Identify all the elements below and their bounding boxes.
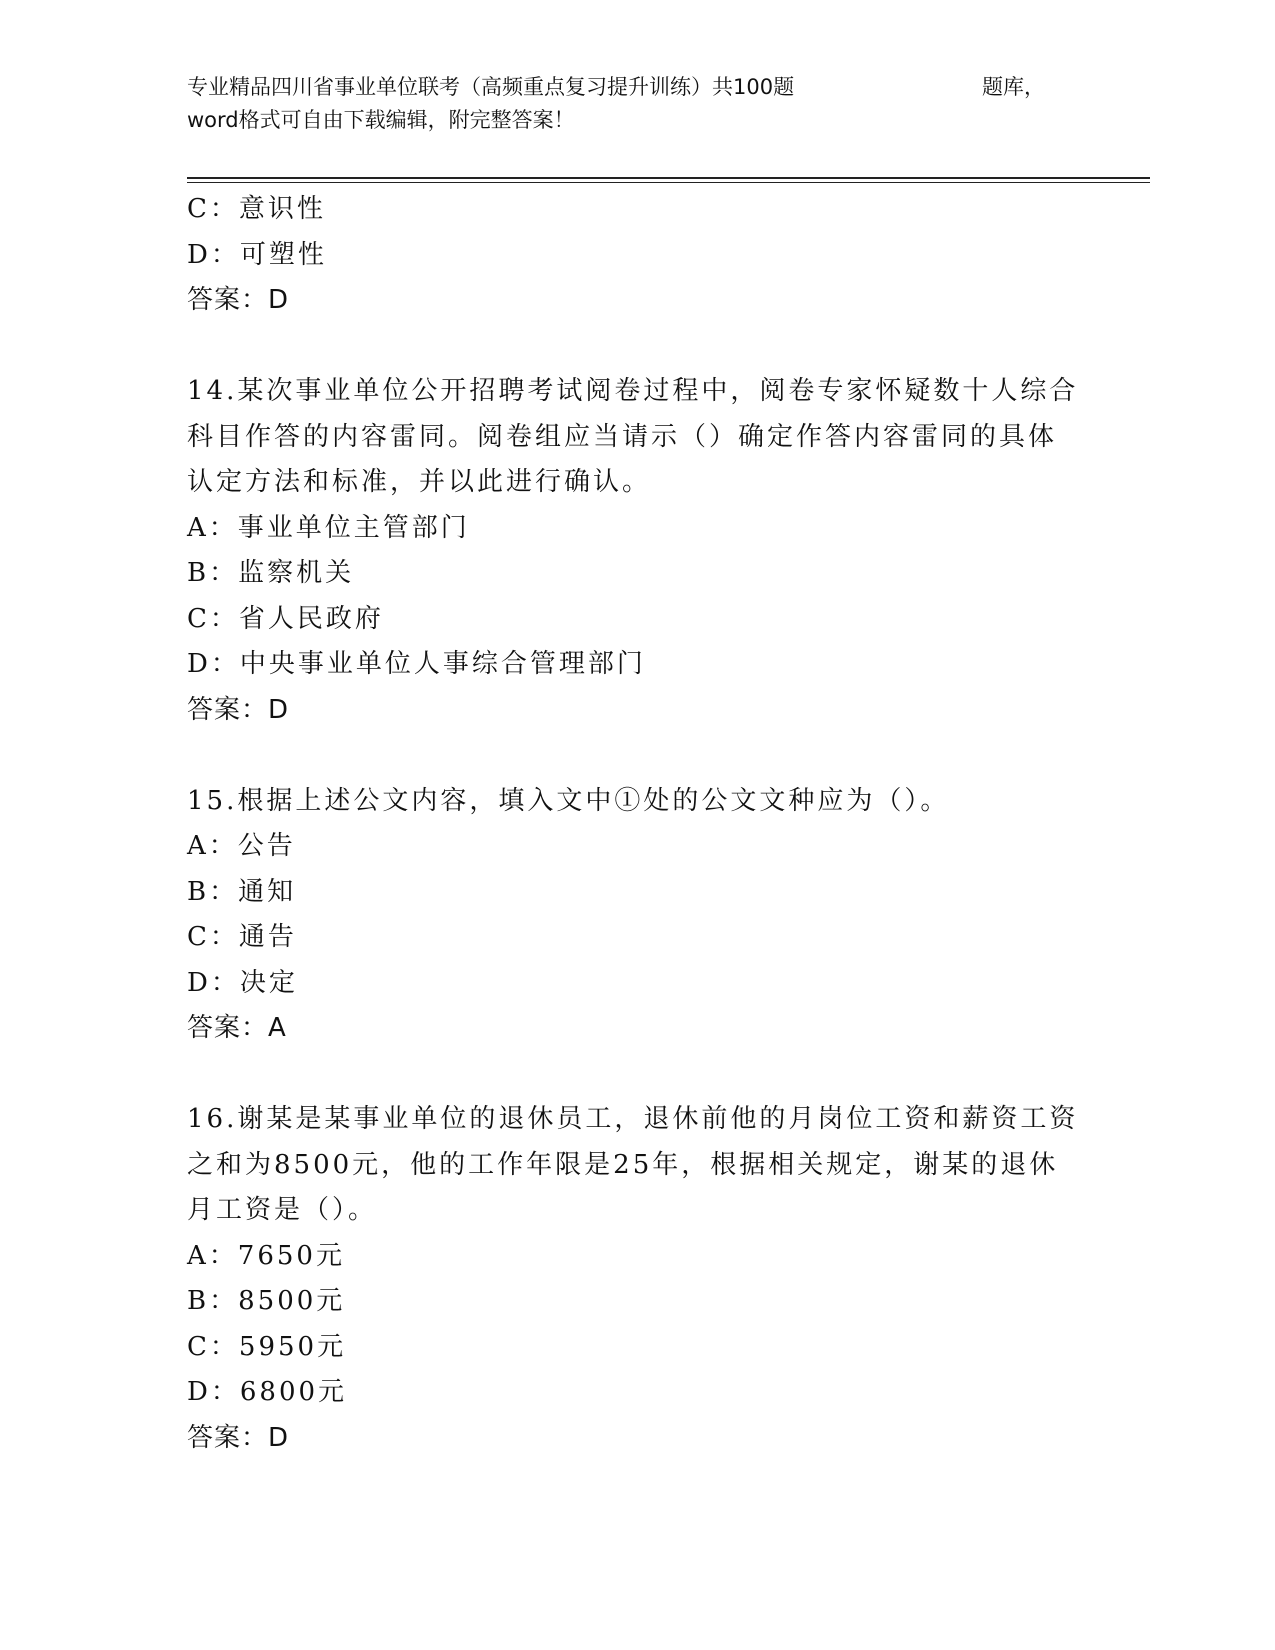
option-c [187, 1325, 1087, 1371]
option-text: 公告 [237, 831, 296, 861]
header-divider-thick [187, 177, 1150, 179]
header-subtitle: word格式可自由下载编辑，附完整答案！ [187, 108, 575, 132]
answer-line: 答案：A [187, 1013, 287, 1043]
option-c [187, 187, 1087, 233]
option-letter: C： [187, 1331, 239, 1362]
option-a [187, 824, 1087, 870]
option-letter: D： [187, 649, 240, 679]
option-a [187, 1234, 1087, 1280]
header-title-suffix: 题库， [982, 75, 1045, 99]
option-text: 通知 [238, 876, 297, 907]
answer-line: 答案：D [187, 285, 290, 315]
option-text: 7650元 [237, 1240, 345, 1271]
question-stem-line: 月工资是（）。 [187, 1195, 378, 1225]
spacer [187, 324, 1087, 370]
question-14 [187, 369, 1087, 733]
answer-line: 答案：D [187, 1422, 290, 1453]
option-text: 监察机关 [238, 558, 355, 588]
option-text: 意识性 [238, 194, 326, 224]
header-title-line [187, 71, 1067, 104]
option-b [187, 551, 1087, 597]
header-divider-thin [187, 182, 1150, 183]
option-a [187, 506, 1087, 552]
option-letter: B： [187, 558, 239, 588]
question-16 [187, 1097, 1087, 1461]
option-d [187, 233, 1087, 279]
option-text: 8500元 [238, 1286, 346, 1316]
question-stem-line: 之和为8500元，他的工作年限是25年，根据相关规定，谢某的退休 [187, 1149, 1059, 1180]
question-stem-line: 认定方法和标准，并以此进行确认。 [187, 467, 652, 497]
option-text: 5950元 [238, 1331, 347, 1362]
question-stem-line: 14.某次事业单位公开招聘考试阅卷过程中，阅卷专家怀疑数十人综合 [187, 376, 1079, 406]
question-15 [187, 779, 1087, 1052]
option-d [187, 961, 1087, 1007]
option-text: 中央事业单位人事综合管理部门 [239, 649, 646, 679]
header-title: 专业精品四川省事业单位联考（高频重点复习提升训练）共100题 [187, 75, 795, 99]
question-stem-line: 16.谢某是某事业单位的退休员工，退休前他的月岗位工资和薪资工资 [187, 1104, 1079, 1134]
option-letter: A： [187, 512, 238, 543]
spacer [187, 733, 1087, 779]
option-letter: A： [187, 1240, 238, 1271]
option-d [187, 642, 1087, 688]
option-c [187, 597, 1087, 643]
option-letter: A： [187, 831, 238, 861]
option-text: 省人民政府 [238, 603, 384, 634]
question-stem-line: 15.根据上述公文内容，填入文中①处的公文文种应为（）。 [187, 785, 950, 816]
option-letter: B： [187, 1286, 239, 1316]
option-c [187, 915, 1087, 961]
option-letter: C： [187, 603, 239, 634]
option-letter: D： [187, 239, 240, 270]
option-text: 6800元 [239, 1377, 348, 1407]
option-text: 事业单位主管部门 [237, 512, 470, 543]
option-text: 决定 [239, 967, 298, 998]
option-letter: D： [187, 967, 240, 998]
question-stem-line: 科目作答的内容雷同。阅卷组应当请示（）确定作答内容雷同的具体 [187, 421, 1058, 452]
option-text: 可塑性 [239, 239, 327, 270]
option-letter: C： [187, 194, 239, 224]
option-letter: C： [187, 922, 239, 952]
option-letter: D： [187, 1377, 240, 1407]
option-text: 通告 [238, 922, 297, 952]
option-b [187, 870, 1087, 916]
spacer [187, 1052, 1087, 1098]
previous-question-tail [187, 187, 1087, 324]
answer-line: 答案：D [187, 694, 290, 725]
option-d [187, 1370, 1087, 1416]
question-content [187, 187, 1087, 1461]
document-header [187, 71, 1067, 137]
option-letter: B： [187, 876, 239, 907]
option-b [187, 1279, 1087, 1325]
